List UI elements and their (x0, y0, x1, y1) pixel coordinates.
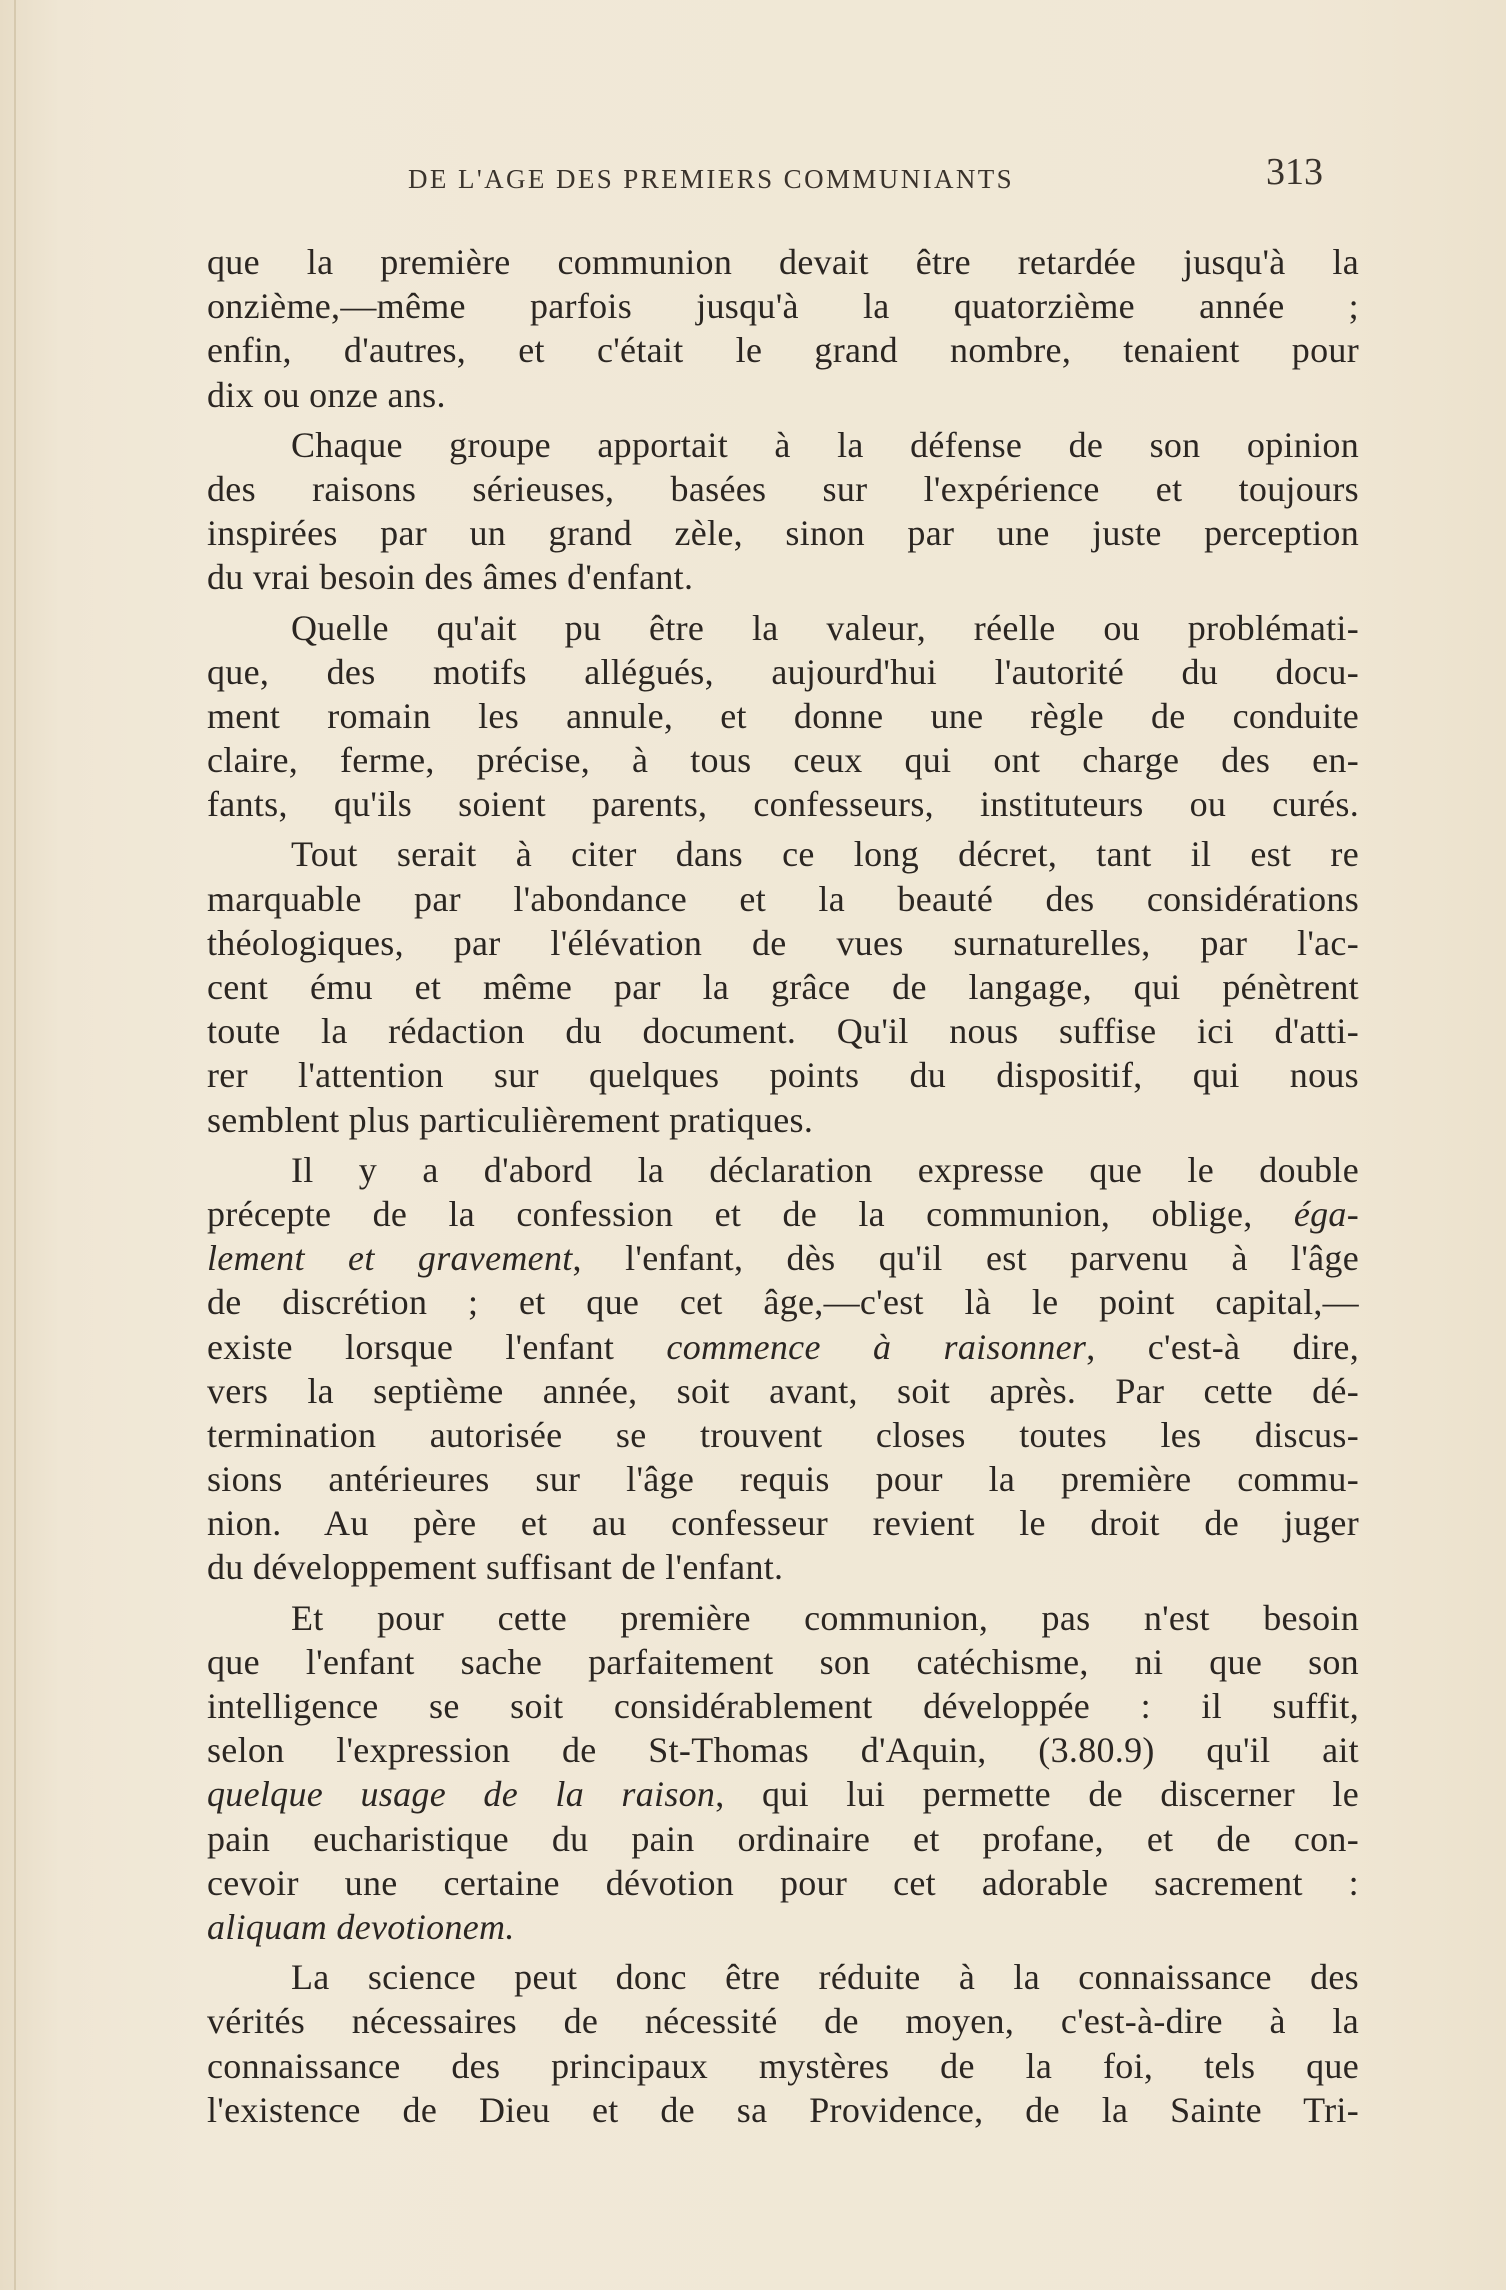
text-line: dix ou onze ans. (207, 374, 446, 415)
text-line: que, des motifs allégués, aujourd'hui l'autorité du docu- (207, 651, 1359, 692)
line-text: , l'enfant, dès qu'il est parvenu à l'âge (572, 1238, 1359, 1279)
text-line: connaissance des principaux mystères de la foi, tels que (207, 2045, 1359, 2086)
text-line-with-italic (207, 1325, 1359, 1369)
line-text: existe lorsque l'enfant (207, 1326, 667, 1367)
text-line: inspirées par un grand zèle, sinon par une juste perception (207, 513, 1359, 554)
italic-text: lement et gravement (207, 1238, 573, 1279)
text-line-with-italic (207, 1236, 1359, 1280)
text-line: Quelle qu'ait pu être la valeur, réelle ou problémati- (291, 607, 1359, 648)
page-fold-line (14, 0, 16, 2290)
text-line: fants, qu'ils soient parents, confesseurs, instituteurs ou curés. (207, 784, 1359, 825)
text-line: du développement suffisant de l'enfant. (207, 1547, 784, 1588)
text-line: que l'enfant sache parfaitement son catéchisme, ni que son (207, 1641, 1359, 1682)
page-header (0, 150, 1506, 210)
text-line: vers la septième année, soit avant, soit après. Par cette dé- (207, 1370, 1359, 1411)
text-line: des raisons sérieuses, basées sur l'expérience et toujours (207, 468, 1359, 509)
text-line: rer l'attention sur quelques points du dispositif, qui nous (207, 1055, 1359, 1096)
italic-text: aliquam devotionem. (207, 1906, 515, 1947)
text-line: enfin, d'autres, et c'était le grand nombre, tenaient pour (207, 330, 1359, 371)
text-line: toute la rédaction du document. Qu'il nous suffise ici d'atti- (207, 1011, 1359, 1052)
text-line: intelligence se soit considérablement développée : il suffit, (207, 1686, 1359, 1726)
line-text: , c'est-à dire, (1086, 1326, 1360, 1367)
text-line: onzième,—même parfois jusqu'à la quatorzième année ; (207, 286, 1359, 327)
text-line: La science peut donc être réduite à la connaissance des (291, 1957, 1359, 1998)
text-line: du vrai besoin des âmes d'enfant. (207, 557, 694, 598)
running-title: DE L'AGE DES PREMIERS COMMUNIANTS (408, 164, 1015, 194)
text-line: Tout serait à citer dans ce long décret, tant il est re (291, 834, 1359, 875)
text-line: Et pour cette première communion, pas n'est besoin (291, 1597, 1359, 1638)
text-line: semblent plus particulièrement pratiques. (207, 1099, 814, 1140)
line-text: , qui lui permette de discerner le (715, 1774, 1359, 1815)
page-number: 313 (1266, 151, 1323, 193)
body-text (207, 240, 1359, 2132)
text-line: cevoir une certaine dévotion pour cet adorable sacrement : (207, 1862, 1359, 1903)
text-line: Chaque groupe apportait à la défense de son opinion (291, 424, 1359, 465)
text-line: que la première communion devait être retardée jusqu'à la (207, 242, 1359, 282)
text-line: claire, ferme, précise, à tous ceux qui ont charge des en- (207, 740, 1359, 781)
text-line-italic (207, 1905, 1359, 1949)
text-line-with-italic (207, 1192, 1359, 1236)
text-line: marquable par l'abondance et la beauté des considérations (207, 878, 1359, 919)
text-line: pain eucharistique du pain ordinaire et profane, et de con- (207, 1818, 1359, 1859)
text-line: de discrétion ; et que cet âge,—c'est là le point capital,— (207, 1282, 1359, 1323)
line-text: précepte de la confession et de la communion, oblige, (207, 1193, 1294, 1234)
italic-text: commence à raisonner (666, 1326, 1087, 1367)
italic-text: quelque usage de la raison (207, 1774, 716, 1815)
text-line: vérités nécessaires de nécessité de moyen, c'est-à-dire à la (207, 2001, 1359, 2042)
text-line: Il y a d'abord la déclaration expresse que le double (291, 1149, 1359, 1190)
text-line: théologiques, par l'élévation de vues surnaturelles, par l'ac- (207, 922, 1359, 963)
text-line: selon l'expression de St-Thomas d'Aquin, (3.80.9) qu'il ait (207, 1730, 1359, 1771)
text-line: nion. Au père et au confesseur revient le droit de juger (207, 1503, 1359, 1544)
italic-text: éga- (1293, 1193, 1359, 1234)
text-line: sions antérieures sur l'âge requis pour la première commu- (207, 1459, 1359, 1500)
text-line: ment romain les annule, et donne une règle de conduite (207, 695, 1359, 736)
text-line: termination autorisée se trouvent closes toutes les discus- (207, 1414, 1359, 1455)
text-line: cent ému et même par la grâce de langage, qui pénètrent (207, 967, 1359, 1007)
text-line: l'existence de Dieu et de sa Providence, de la Sainte Tri- (207, 2089, 1359, 2130)
text-line-with-italic (207, 1772, 1359, 1816)
